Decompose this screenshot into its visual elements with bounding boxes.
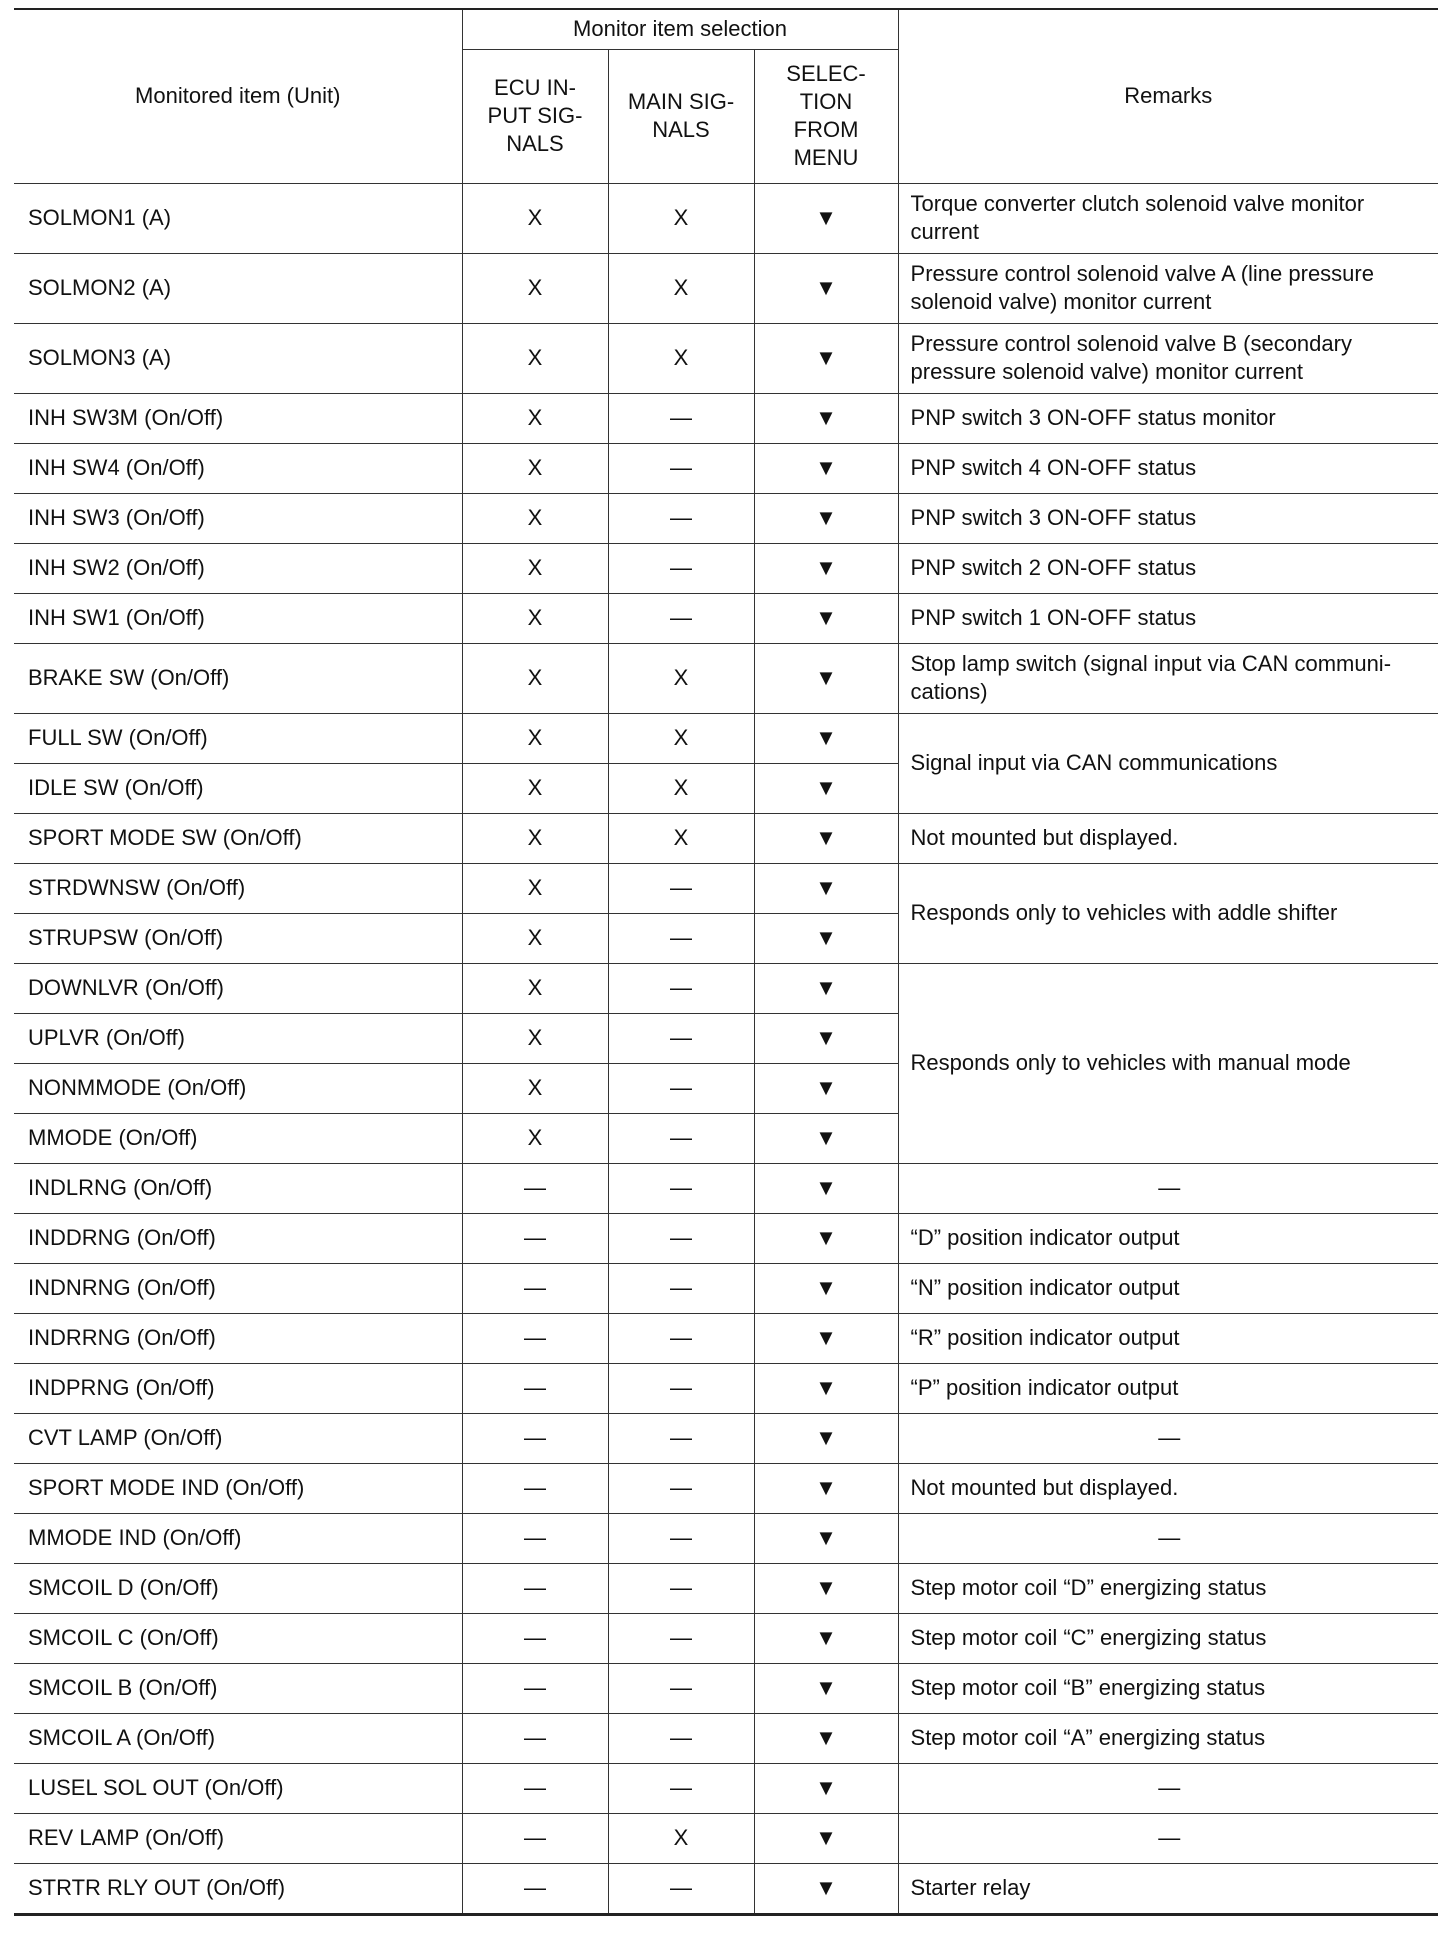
header-monitored-item [14, 9, 462, 183]
remarks-cell: Step motor coil “C” energizing status [898, 1613, 1438, 1663]
main-signal-cell: X [608, 713, 754, 763]
ecu-input-cell: X [462, 323, 608, 393]
main-signal-cell: — [608, 1263, 754, 1313]
main-signal-cell: — [608, 443, 754, 493]
selection-from-menu-cell: ▼ [754, 183, 898, 253]
monitored-item-cell: BRAKE SW (On/Off) [14, 643, 462, 713]
table-row [14, 493, 1438, 543]
monitored-item-cell: INDLRNG (On/Off) [14, 1163, 462, 1213]
table-row [14, 1663, 1438, 1713]
table-row [14, 1363, 1438, 1413]
main-signal-cell: X [608, 1813, 754, 1863]
main-signal-cell: — [608, 1113, 754, 1163]
main-signal-cell: — [608, 963, 754, 1013]
main-signal-cell: X [608, 323, 754, 393]
selection-from-menu-cell: ▼ [754, 493, 898, 543]
selection-from-menu-cell: ▼ [754, 913, 898, 963]
selection-from-menu-cell: ▼ [754, 443, 898, 493]
ecu-input-cell: X [462, 253, 608, 323]
ecu-input-cell: — [462, 1713, 608, 1763]
selection-from-menu-cell: ▼ [754, 1813, 898, 1863]
selection-from-menu-cell: ▼ [754, 1863, 898, 1914]
ecu-input-cell: — [462, 1363, 608, 1413]
main-signal-cell: X [608, 183, 754, 253]
table-row [14, 863, 1438, 913]
table-row [14, 393, 1438, 443]
monitored-item-cell: INDRRNG (On/Off) [14, 1313, 462, 1363]
remarks-cell: Step motor coil “B” energizing status [898, 1663, 1438, 1713]
table-row [14, 1813, 1438, 1863]
ecu-input-cell: — [462, 1813, 608, 1863]
table-row [14, 963, 1438, 1013]
monitored-item-cell: UPLVR (On/Off) [14, 1013, 462, 1063]
selection-from-menu-cell: ▼ [754, 963, 898, 1013]
main-signal-cell: — [608, 1713, 754, 1763]
remarks-cell: Step motor coil “D” energizing status [898, 1563, 1438, 1613]
monitored-item-cell: INH SW1 (On/Off) [14, 593, 462, 643]
selection-from-menu-cell: ▼ [754, 593, 898, 643]
remarks-cell: Signal input via CAN communications [898, 713, 1438, 813]
remarks-cell: — [898, 1763, 1438, 1813]
ecu-input-cell: X [462, 813, 608, 863]
main-signal-cell: X [608, 643, 754, 713]
selection-from-menu-cell: ▼ [754, 1113, 898, 1163]
selection-from-menu-cell: ▼ [754, 1563, 898, 1613]
remarks-cell: Torque converter clutch solenoid valve monitor current [898, 183, 1438, 253]
main-signal-cell: — [608, 1513, 754, 1563]
table-row [14, 1613, 1438, 1663]
selection-from-menu-cell: ▼ [754, 1013, 898, 1063]
table-body [14, 183, 1438, 1914]
main-signal-cell: — [608, 543, 754, 593]
header-main-label: MAIN SIG- NALS [627, 89, 735, 142]
ecu-input-cell: X [462, 713, 608, 763]
selection-from-menu-cell: ▼ [754, 1213, 898, 1263]
main-signal-cell: — [608, 593, 754, 643]
ecu-input-cell: X [462, 643, 608, 713]
selection-from-menu-cell: ▼ [754, 763, 898, 813]
table-row [14, 323, 1438, 393]
remarks-cell: PNP switch 4 ON-OFF status [898, 443, 1438, 493]
table-row [14, 643, 1438, 713]
ecu-input-cell: X [462, 1113, 608, 1163]
selection-from-menu-cell: ▼ [754, 1713, 898, 1763]
monitored-item-cell: FULL SW (On/Off) [14, 713, 462, 763]
monitor-item-table [14, 8, 1438, 1916]
main-signal-cell: — [608, 913, 754, 963]
ecu-input-cell: — [462, 1613, 608, 1663]
document-page [14, 8, 1438, 1916]
ecu-input-cell: X [462, 863, 608, 913]
table-row [14, 1513, 1438, 1563]
ecu-input-cell: — [462, 1563, 608, 1613]
ecu-input-cell: — [462, 1413, 608, 1463]
selection-from-menu-cell: ▼ [754, 323, 898, 393]
selection-from-menu-cell: ▼ [754, 1613, 898, 1663]
main-signal-cell: — [608, 1363, 754, 1413]
main-signal-cell: X [608, 813, 754, 863]
remarks-cell: “D” position indicator output [898, 1213, 1438, 1263]
ecu-input-cell: — [462, 1463, 608, 1513]
ecu-input-cell: — [462, 1663, 608, 1713]
monitored-item-cell: SMCOIL B (On/Off) [14, 1663, 462, 1713]
main-signal-cell: — [608, 1213, 754, 1263]
monitored-item-cell: STRTR RLY OUT (On/Off) [14, 1863, 462, 1914]
monitored-item-cell: SOLMON2 (A) [14, 253, 462, 323]
main-signal-cell: — [608, 1763, 754, 1813]
main-signal-cell: — [608, 1463, 754, 1513]
table-row [14, 1713, 1438, 1763]
selection-from-menu-cell: ▼ [754, 1163, 898, 1213]
monitored-item-cell: INDPRNG (On/Off) [14, 1363, 462, 1413]
ecu-input-cell: X [462, 963, 608, 1013]
header-monitor-item-selection [462, 9, 898, 49]
selection-from-menu-cell: ▼ [754, 1263, 898, 1313]
monitored-item-cell: CVT LAMP (On/Off) [14, 1413, 462, 1463]
ecu-input-cell: X [462, 763, 608, 813]
remarks-cell: Step motor coil “A” energizing status [898, 1713, 1438, 1763]
monitored-item-cell: NONMMODE (On/Off) [14, 1063, 462, 1113]
table-row [14, 1863, 1438, 1914]
main-signal-cell: — [608, 493, 754, 543]
selection-from-menu-cell: ▼ [754, 1313, 898, 1363]
monitored-item-cell: IDLE SW (On/Off) [14, 763, 462, 813]
table-row [14, 1463, 1438, 1513]
header-monitor-group-label: Monitor item selection [573, 16, 787, 42]
table-row [14, 253, 1438, 323]
main-signal-cell: X [608, 253, 754, 323]
monitored-item-cell: INH SW2 (On/Off) [14, 543, 462, 593]
selection-from-menu-cell: ▼ [754, 643, 898, 713]
remarks-cell: Not mounted but displayed. [898, 1463, 1438, 1513]
table-row [14, 1763, 1438, 1813]
table-row [14, 813, 1438, 863]
header-main-signals [608, 49, 754, 183]
ecu-input-cell: — [462, 1513, 608, 1563]
monitored-item-cell: INH SW3M (On/Off) [14, 393, 462, 443]
table-row [14, 1313, 1438, 1363]
monitored-item-cell: SMCOIL C (On/Off) [14, 1613, 462, 1663]
remarks-cell: Stop lamp switch (signal input via CAN communi-cations) [898, 643, 1438, 713]
monitored-item-cell: INDDRNG (On/Off) [14, 1213, 462, 1263]
selection-from-menu-cell: ▼ [754, 393, 898, 443]
monitored-item-cell: SOLMON1 (A) [14, 183, 462, 253]
remarks-cell: “N” position indicator output [898, 1263, 1438, 1313]
header-monitored-item-label: Monitored item (Unit) [135, 83, 341, 109]
monitored-item-cell: SPORT MODE SW (On/Off) [14, 813, 462, 863]
table-row [14, 1213, 1438, 1263]
monitored-item-cell: INDNRNG (On/Off) [14, 1263, 462, 1313]
table-row [14, 1163, 1438, 1213]
ecu-input-cell: — [462, 1213, 608, 1263]
selection-from-menu-cell: ▼ [754, 543, 898, 593]
header-ecu-label: ECU IN- PUT SIG- NALS [487, 75, 583, 156]
remarks-cell: PNP switch 2 ON-OFF status [898, 543, 1438, 593]
remarks-cell: Responds only to vehicles with manual mode [898, 963, 1438, 1163]
remarks-cell: “R” position indicator output [898, 1313, 1438, 1363]
ecu-input-cell: — [462, 1263, 608, 1313]
monitored-item-cell: MMODE IND (On/Off) [14, 1513, 462, 1563]
monitored-item-cell: LUSEL SOL OUT (On/Off) [14, 1763, 462, 1813]
main-signal-cell: — [608, 1613, 754, 1663]
main-signal-cell: — [608, 1013, 754, 1063]
selection-from-menu-cell: ▼ [754, 1663, 898, 1713]
selection-from-menu-cell: ▼ [754, 813, 898, 863]
selection-from-menu-cell: ▼ [754, 1363, 898, 1413]
monitored-item-cell: REV LAMP (On/Off) [14, 1813, 462, 1863]
main-signal-cell: — [608, 1563, 754, 1613]
ecu-input-cell: X [462, 543, 608, 593]
remarks-cell: PNP switch 3 ON-OFF status [898, 493, 1438, 543]
remarks-cell: — [898, 1513, 1438, 1563]
selection-from-menu-cell: ▼ [754, 1463, 898, 1513]
ecu-input-cell: X [462, 1013, 608, 1063]
remarks-cell: Not mounted but displayed. [898, 813, 1438, 863]
remarks-cell: “P” position indicator output [898, 1363, 1438, 1413]
main-signal-cell: — [608, 1163, 754, 1213]
table-row [14, 1563, 1438, 1613]
remarks-cell: Responds only to vehicles with addle shifter [898, 863, 1438, 963]
table-row [14, 1263, 1438, 1313]
ecu-input-cell: — [462, 1313, 608, 1363]
monitored-item-cell: DOWNLVR (On/Off) [14, 963, 462, 1013]
ecu-input-cell: X [462, 183, 608, 253]
ecu-input-cell: X [462, 593, 608, 643]
main-signal-cell: — [608, 863, 754, 913]
main-signal-cell: — [608, 1863, 754, 1914]
ecu-input-cell: — [462, 1163, 608, 1213]
header-ecu-input-signals [462, 49, 608, 183]
table-row [14, 713, 1438, 763]
remarks-cell: PNP switch 1 ON-OFF status [898, 593, 1438, 643]
monitored-item-cell: SOLMON3 (A) [14, 323, 462, 393]
monitored-item-cell: MMODE (On/Off) [14, 1113, 462, 1163]
remarks-cell: Pressure control solenoid valve B (secondary pressure solenoid valve) monitor current [898, 323, 1438, 393]
selection-from-menu-cell: ▼ [754, 253, 898, 323]
table-header [14, 9, 1438, 183]
table-row [14, 183, 1438, 253]
remarks-cell: — [898, 1413, 1438, 1463]
ecu-input-cell: — [462, 1863, 608, 1914]
remarks-cell: — [898, 1163, 1438, 1213]
remarks-cell: Pressure control solenoid valve A (line pressure solenoid valve) monitor current [898, 253, 1438, 323]
monitored-item-cell: INH SW4 (On/Off) [14, 443, 462, 493]
main-signal-cell: — [608, 393, 754, 443]
selection-from-menu-cell: ▼ [754, 1763, 898, 1813]
ecu-input-cell: X [462, 493, 608, 543]
main-signal-cell: — [608, 1413, 754, 1463]
monitored-item-cell: SMCOIL D (On/Off) [14, 1563, 462, 1613]
header-remarks-label: Remarks [1124, 83, 1213, 109]
table-row [14, 543, 1438, 593]
main-signal-cell: — [608, 1313, 754, 1363]
remarks-cell: Starter relay [898, 1863, 1438, 1914]
header-select-label: SELEC- TION FROM MENU [786, 61, 866, 170]
ecu-input-cell: X [462, 1063, 608, 1113]
ecu-input-cell: X [462, 443, 608, 493]
selection-from-menu-cell: ▼ [754, 863, 898, 913]
ecu-input-cell: X [462, 913, 608, 963]
main-signal-cell: — [608, 1063, 754, 1113]
ecu-input-cell: X [462, 393, 608, 443]
monitored-item-cell: STRUPSW (On/Off) [14, 913, 462, 963]
remarks-cell: PNP switch 3 ON-OFF status monitor [898, 393, 1438, 443]
table-row [14, 1413, 1438, 1463]
selection-from-menu-cell: ▼ [754, 1413, 898, 1463]
ecu-input-cell: — [462, 1763, 608, 1813]
selection-from-menu-cell: ▼ [754, 1513, 898, 1563]
header-remarks [898, 9, 1438, 183]
header-selection-from-menu [754, 49, 898, 183]
monitored-item-cell: SPORT MODE IND (On/Off) [14, 1463, 462, 1513]
remarks-cell: — [898, 1813, 1438, 1863]
table-row [14, 593, 1438, 643]
monitored-item-cell: SMCOIL A (On/Off) [14, 1713, 462, 1763]
monitored-item-cell: STRDWNSW (On/Off) [14, 863, 462, 913]
main-signal-cell: X [608, 763, 754, 813]
table-row [14, 443, 1438, 493]
selection-from-menu-cell: ▼ [754, 713, 898, 763]
main-signal-cell: — [608, 1663, 754, 1713]
monitored-item-cell: INH SW3 (On/Off) [14, 493, 462, 543]
selection-from-menu-cell: ▼ [754, 1063, 898, 1113]
